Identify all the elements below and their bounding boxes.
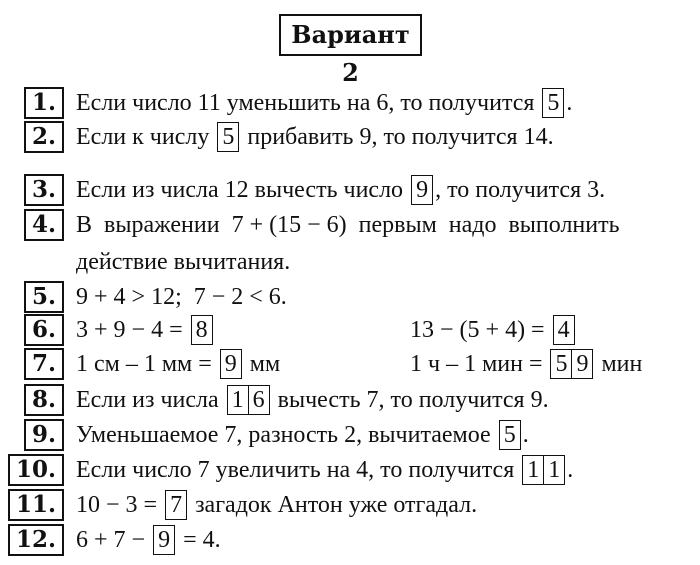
answer-box (220, 349, 242, 379)
problem-number: 7. (24, 348, 64, 380)
text-segment: мм (243, 350, 281, 377)
problem-number: 9. (24, 419, 64, 451)
answer-digit: 4 (557, 317, 570, 343)
problem-text (76, 383, 549, 417)
text-segment: Если число 7 увеличить на 4, то получится (76, 456, 521, 483)
answer-box (522, 455, 565, 485)
text-segment: Если из числа (76, 386, 225, 413)
answer-digit: 5 (555, 351, 568, 377)
problem-text-right (410, 347, 642, 381)
answer-digit: 9 (571, 350, 592, 378)
answer-digit: 1 (231, 387, 244, 413)
answer-box (165, 490, 187, 520)
variant-title: Вариант 2 (279, 14, 422, 56)
answer-digit: 9 (416, 177, 429, 203)
answer-box (411, 175, 433, 205)
problem-text (76, 280, 287, 314)
text-segment: 6 + 7 − (76, 526, 152, 553)
text-segment: прибавить 9, то получится 14. (241, 123, 554, 150)
text-segment: . (567, 456, 574, 483)
answer-box (553, 315, 575, 345)
problem-text (76, 347, 280, 381)
problem-text (76, 488, 477, 522)
answer-box (191, 315, 213, 345)
text-segment: вычесть 7, то получится 9. (271, 386, 549, 413)
problem-text (76, 523, 221, 557)
problem-text (76, 208, 688, 242)
text-segment: 10 − 3 = (76, 491, 164, 518)
text-segment: = 4. (177, 526, 221, 553)
text-segment: . (566, 89, 573, 116)
problem-number: 3. (24, 174, 64, 206)
text-segment: 9 + 4 > 12; 7 − 2 < 6. (76, 283, 287, 310)
problem-text-continued: действие вычитания. (76, 248, 291, 275)
answer-digit: 5 (503, 422, 516, 448)
problem-number: 4. (24, 209, 64, 241)
answer-digit: 5 (547, 90, 560, 116)
text-segment: 1 ч – 1 мин = (410, 350, 549, 377)
text-segment: . (522, 421, 529, 448)
text-segment: Если из числа 12 вычесть число (76, 176, 410, 203)
answer-digit: 1 (543, 456, 564, 484)
problem-text-right (410, 313, 577, 347)
answer-digit: 6 (248, 386, 269, 414)
answer-box (227, 385, 270, 415)
problem-number: 5. (24, 281, 64, 313)
text-segment: Уменьшаемое 7, разность 2, вычитаемое (76, 421, 497, 448)
answer-digit: 9 (158, 527, 171, 553)
problem-text (76, 418, 529, 452)
answer-box (153, 525, 175, 555)
answer-digit: 7 (170, 492, 183, 518)
problem-number: 2. (24, 121, 64, 153)
problem-number: 6. (24, 314, 64, 346)
answer-box (542, 88, 564, 118)
answer-box (499, 420, 521, 450)
problem-text (76, 313, 215, 347)
problem-number: 12. (8, 524, 64, 556)
text-segment: , то получится 3. (435, 176, 606, 203)
text-segment: В выражении 7 + (15 − 6) первым надо выполнить (76, 211, 620, 238)
answer-digit: 8 (195, 317, 208, 343)
text-segment: 13 − (5 + 4) = (410, 316, 551, 343)
problem-number: 10. (8, 454, 64, 486)
problem-text (76, 86, 572, 120)
text-segment: 3 + 9 − 4 = (76, 316, 189, 343)
text-segment: Если число 11 уменьшить на 6, то получится (76, 89, 541, 116)
text-segment: мин (595, 350, 643, 377)
answer-box (550, 349, 593, 379)
text-segment: Если к числу (76, 123, 216, 150)
problem-text (76, 453, 573, 487)
text-segment: загадок Антон уже отгадал. (189, 491, 478, 518)
text-segment: 1 см – 1 мм = (76, 350, 218, 377)
answer-digit: 1 (527, 457, 540, 483)
answer-digit: 9 (224, 351, 237, 377)
answer-digit: 5 (222, 124, 235, 150)
answer-box (217, 122, 239, 152)
problem-number: 11. (8, 489, 64, 521)
problem-number: 8. (24, 384, 64, 416)
problem-text (76, 120, 554, 154)
problem-text (76, 173, 605, 207)
problem-number: 1. (24, 87, 64, 119)
